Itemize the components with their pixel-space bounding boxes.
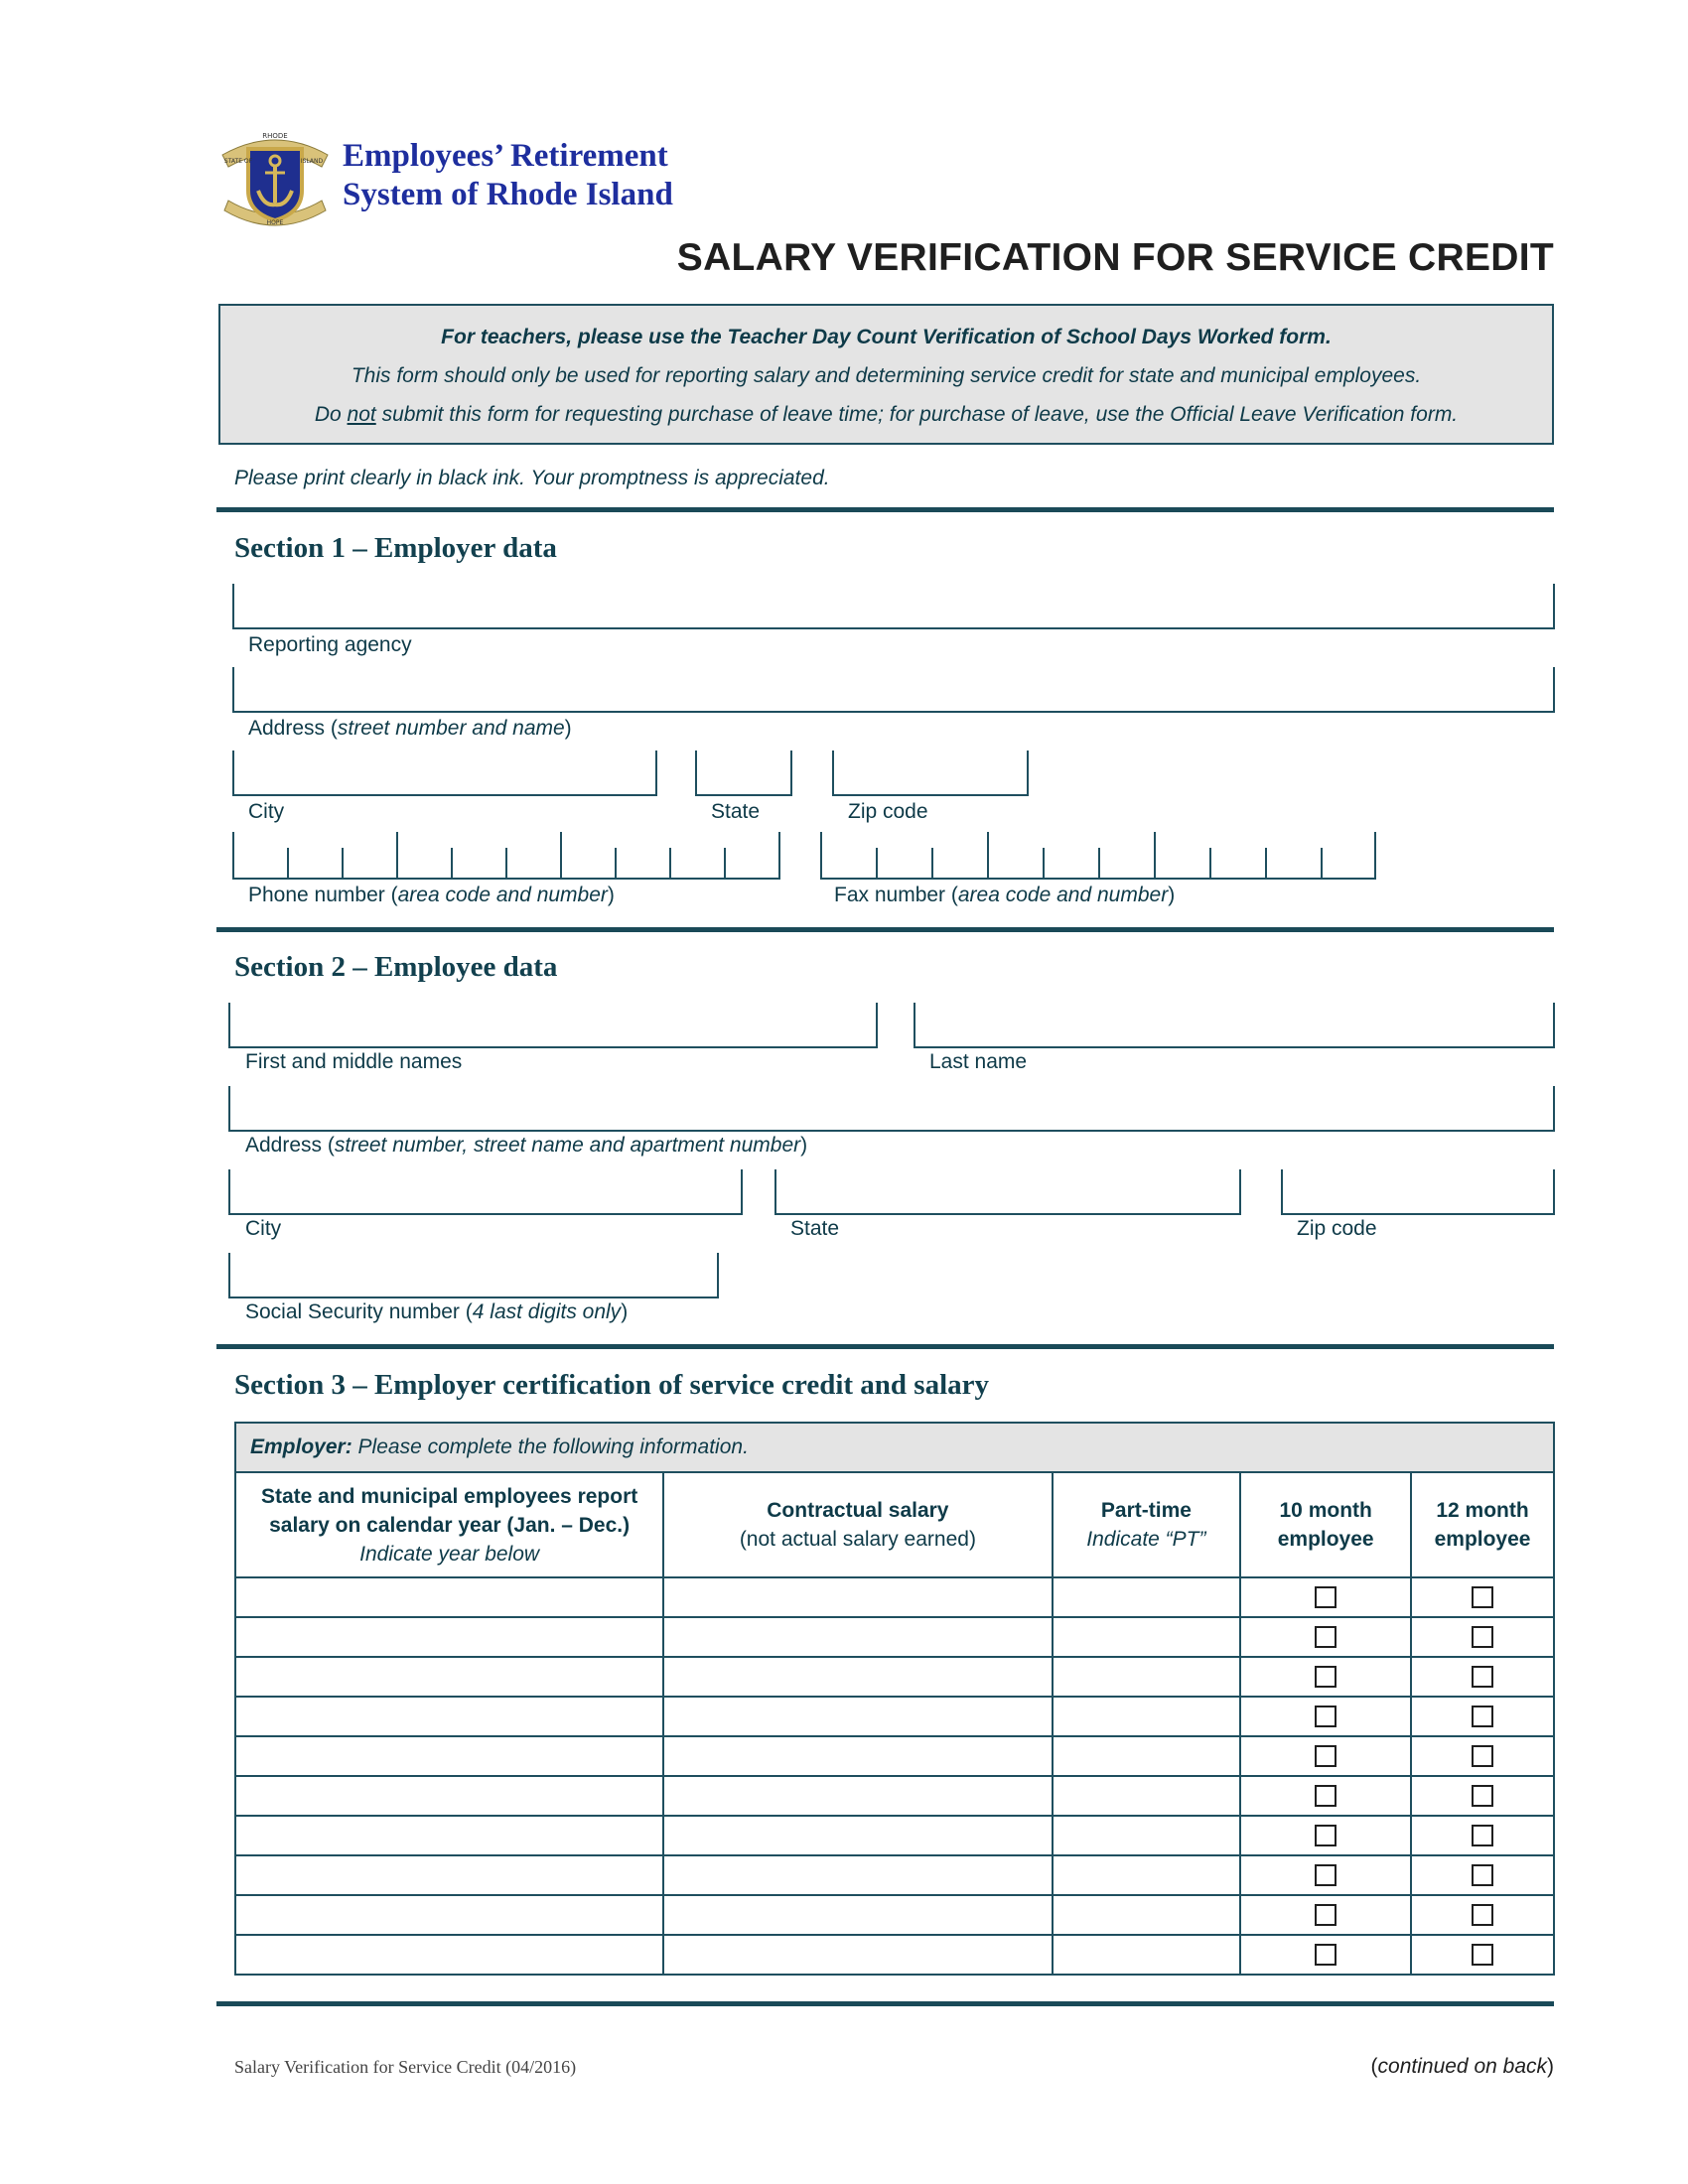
footer-divider [216,2001,1554,2006]
part-time-cell[interactable] [1053,1617,1241,1657]
notice-line2: This form should only be used for reporting salary and determining service credit for state and municipal employees. [351,364,1422,387]
employer-fax-label: Fax number (area code and number) [834,884,1176,906]
12-month-cell[interactable] [1411,1895,1554,1935]
last-name-field[interactable] [914,1003,1555,1048]
first-middle-names-field[interactable] [228,1003,878,1048]
col-parttime-header: Part-time Indicate “PT” [1053,1472,1241,1577]
12-month-checkbox[interactable] [1472,1626,1493,1648]
footer-continued: (continued on back) [1370,2055,1554,2078]
year-cell[interactable] [235,1816,663,1855]
contractual-salary-cell[interactable] [663,1617,1052,1657]
table-row [235,1577,1554,1617]
first-middle-names-label: First and middle names [245,1050,463,1073]
contractual-salary-cell[interactable] [663,1895,1052,1935]
employer-address-label: Address (street number and name) [248,717,572,740]
seal-text-left: STATE OF [223,158,253,165]
10-month-cell[interactable] [1240,1697,1411,1736]
org-name-line2: System of Rhode Island [343,177,673,212]
last-name-label: Last name [929,1050,1028,1073]
10-month-checkbox[interactable] [1315,1785,1336,1807]
contractual-salary-cell[interactable] [663,1657,1052,1697]
10-month-checkbox[interactable] [1315,1864,1336,1886]
12-month-cell[interactable] [1411,1577,1554,1617]
col-10month-header: 10 month employee [1240,1472,1411,1577]
section3-title: Section 3 – Employer certification of service credit and salary [234,1369,990,1401]
year-cell[interactable] [235,1935,663,1975]
reporting-agency-label: Reporting agency [248,633,412,656]
contractual-salary-cell[interactable] [663,1577,1052,1617]
notice-line3: Do not submit this form for requesting purchase of leave time; for purchase of leave, use the Official Leave Verification form. [314,403,1459,426]
12-month-checkbox[interactable] [1472,1904,1493,1926]
ssn-last4-label: Social Security number (4 last digits only) [245,1300,629,1323]
part-time-cell[interactable] [1053,1776,1241,1816]
table-row [235,1816,1554,1855]
part-time-cell[interactable] [1053,1657,1241,1697]
employee-zip-label: Zip code [1297,1217,1377,1240]
part-time-cell[interactable] [1053,1895,1241,1935]
contractual-salary-cell[interactable] [663,1697,1052,1736]
part-time-cell[interactable] [1053,1736,1241,1776]
employee-address-label: Address (street number, street name and apartment number) [245,1134,808,1157]
table-row [235,1776,1554,1816]
10-month-checkbox[interactable] [1315,1825,1336,1846]
employee-state-field[interactable] [774,1169,1241,1215]
10-month-checkbox[interactable] [1315,1706,1336,1727]
section-divider [216,1344,1554,1349]
10-month-cell[interactable] [1240,1776,1411,1816]
employer-city-label: City [248,800,285,823]
employer-address-field[interactable] [232,667,1555,713]
part-time-cell[interactable] [1053,1816,1241,1855]
12-month-cell[interactable] [1411,1855,1554,1895]
contractual-salary-cell[interactable] [663,1855,1052,1895]
organization-name [343,137,673,214]
employer-state-field[interactable] [695,751,792,796]
col-salary-header: Contractual salary (not actual salary earned) [663,1472,1052,1577]
ssn-last4-field[interactable] [228,1253,719,1298]
ersri-seal-logo [216,121,334,232]
12-month-cell[interactable] [1411,1697,1554,1736]
10-month-checkbox[interactable] [1315,1745,1336,1767]
table-row [235,1657,1554,1697]
12-month-checkbox[interactable] [1472,1825,1493,1846]
employee-state-label: State [790,1217,840,1240]
part-time-cell[interactable] [1053,1935,1241,1975]
12-month-checkbox[interactable] [1472,1745,1493,1767]
section-divider [216,927,1554,932]
12-month-cell[interactable] [1411,1736,1554,1776]
salary-table [234,1422,1555,1976]
12-month-cell[interactable] [1411,1617,1554,1657]
employer-instruction-row: Employer: Please complete the following information. [235,1423,1554,1472]
part-time-cell[interactable] [1053,1855,1241,1895]
employee-address-field[interactable] [228,1086,1555,1132]
notice-box [218,304,1554,445]
year-cell[interactable] [235,1697,663,1736]
col-year-header: State and municipal employees report salary on calendar year (Jan. – Dec.) Indicate year below [235,1472,663,1577]
year-cell[interactable] [235,1617,663,1657]
table-row [235,1855,1554,1895]
footer-form-id: Salary Verification for Service Credit (04/2016) [234,2057,577,2077]
employer-fax-field[interactable] [820,834,1376,880]
12-month-cell[interactable] [1411,1657,1554,1697]
10-month-checkbox[interactable] [1315,1904,1336,1926]
employer-phone-label: Phone number (area code and number) [248,884,615,906]
contractual-salary-cell[interactable] [663,1736,1052,1776]
table-row [235,1697,1554,1736]
10-month-checkbox[interactable] [1315,1666,1336,1688]
seal-text-right: ISLAND [300,158,324,165]
10-month-cell[interactable] [1240,1855,1411,1895]
10-month-cell[interactable] [1240,1935,1411,1975]
employee-city-label: City [245,1217,282,1240]
table-row [235,1617,1554,1657]
notice-not-underlined: not [347,403,376,426]
year-cell[interactable] [235,1855,663,1895]
reporting-agency-field[interactable] [232,584,1555,629]
employee-city-field[interactable] [228,1169,743,1215]
12-month-checkbox[interactable] [1472,1666,1493,1688]
org-name-line1: Employees’ Retirement [343,138,668,174]
10-month-cell[interactable] [1240,1657,1411,1697]
employer-state-label: State [711,800,761,823]
12-month-checkbox[interactable] [1472,1706,1493,1727]
employer-zip-field[interactable] [832,751,1029,796]
table-row [235,1736,1554,1776]
contractual-salary-cell[interactable] [663,1776,1052,1816]
10-month-cell[interactable] [1240,1816,1411,1855]
12-month-checkbox[interactable] [1472,1944,1493,1966]
part-time-cell[interactable] [1053,1697,1241,1736]
10-month-cell[interactable] [1240,1577,1411,1617]
12-month-cell[interactable] [1411,1935,1554,1975]
table-row [235,1935,1554,1975]
10-month-checkbox[interactable] [1315,1626,1336,1648]
section1-title: Section 1 – Employer data [234,532,557,564]
employee-zip-field[interactable] [1281,1169,1555,1215]
contractual-salary-cell[interactable] [663,1935,1052,1975]
employer-phone-field[interactable] [232,834,780,880]
instructions-text: Please print clearly in black ink. Your promptness is appreciated. [234,467,830,489]
10-month-checkbox[interactable] [1315,1944,1336,1966]
part-time-cell[interactable] [1053,1577,1241,1617]
10-month-cell[interactable] [1240,1895,1411,1935]
section-divider [216,507,1554,512]
seal-text-top: RHODE [262,132,288,140]
12-month-cell[interactable] [1411,1816,1554,1855]
notice-line1: For teachers, please use the Teacher Day Count Verification of School Days Worked form. [441,326,1332,348]
employer-zip-label: Zip code [848,800,928,823]
12-month-checkbox[interactable] [1472,1864,1493,1886]
document-title: SALARY VERIFICATION FOR SERVICE CREDIT [676,236,1554,279]
10-month-cell[interactable] [1240,1617,1411,1657]
12-month-cell[interactable] [1411,1776,1554,1816]
year-cell[interactable] [235,1577,663,1617]
col-12month-header: 12 month employee [1411,1472,1554,1577]
seal-text-bottom: HOPE [266,219,284,226]
employer-city-field[interactable] [232,751,657,796]
year-cell[interactable] [235,1776,663,1816]
year-cell[interactable] [235,1895,663,1935]
contractual-salary-cell[interactable] [663,1816,1052,1855]
section2-title: Section 2 – Employee data [234,951,558,983]
year-cell[interactable] [235,1736,663,1776]
12-month-checkbox[interactable] [1472,1586,1493,1608]
12-month-checkbox[interactable] [1472,1785,1493,1807]
10-month-checkbox[interactable] [1315,1586,1336,1608]
table-row [235,1895,1554,1935]
year-cell[interactable] [235,1657,663,1697]
10-month-cell[interactable] [1240,1736,1411,1776]
